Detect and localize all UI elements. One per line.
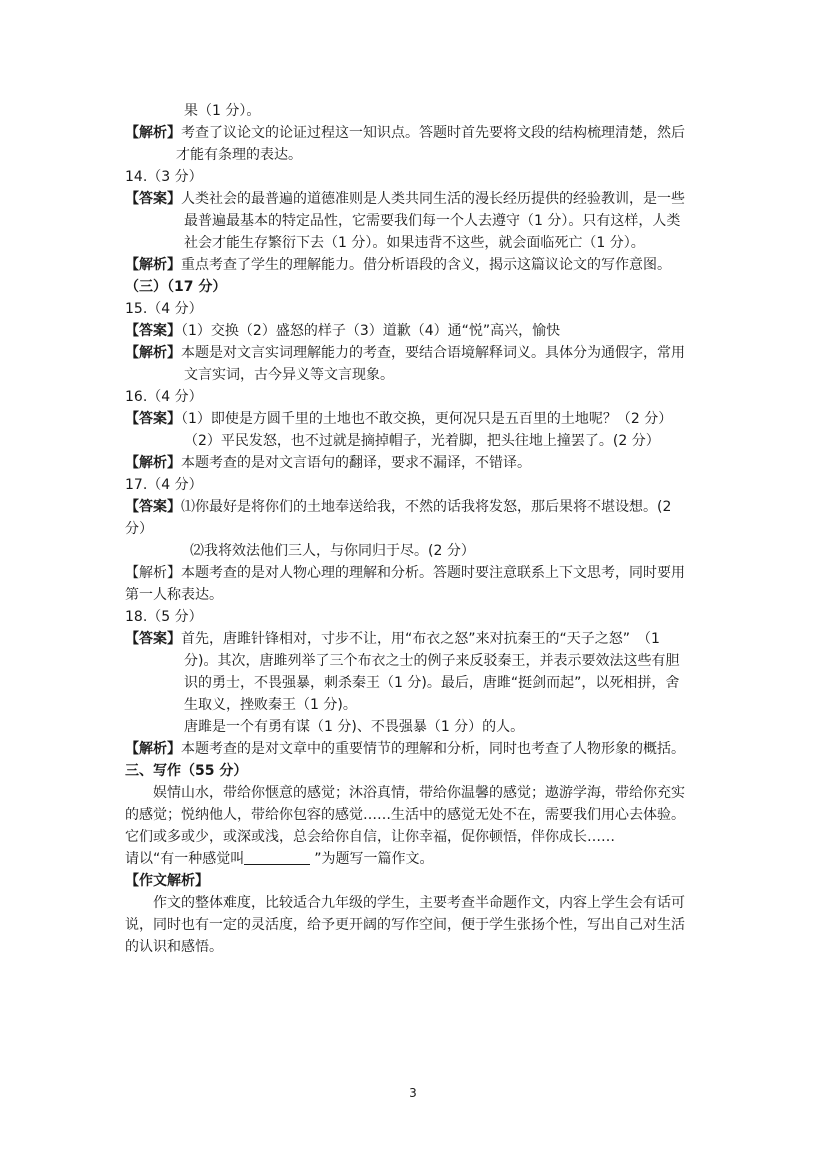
q18-answer-cont-4: 唐雎是一个有勇有谋（1 分)、不畏强暴（1 分）的人。 — [184, 719, 525, 735]
answer-label: 【答案】 — [125, 499, 181, 515]
q18-answer-cont-2: 识的勇士，不畏强暴，刺杀秦王（1 分)。最后，唐雎“挺剑而起”，以死相拼，舍 — [184, 675, 680, 691]
q13-analysis-text: 考查了议论文的论证过程这一知识点。答题时首先要将文段的结构梳理清楚，然后 — [181, 125, 685, 141]
q14-answer-text: 人类社会的最普遍的道德准则是人类共同生活的漫长经历提供的经验教训，是一些 — [181, 191, 685, 207]
analysis-label: 【解析】 — [125, 257, 181, 273]
analysis-label: 【解析】 — [125, 741, 181, 757]
essay-analysis-line-1: 作文的整体难度，比较适合九年级的学生，主要考查半命题作文，内容上学生会有话可 — [153, 895, 685, 911]
q18-answer-cont-1: 分)。其次，唐雎列举了三个布衣之士的例子来反驳秦王，并表示要效法这些有胆 — [184, 653, 680, 669]
analysis-label: 【解析】 — [125, 125, 181, 141]
q18-answer-text: 首先，唐雎针锋相对，寸步不让，用“布衣之怒”来对抗秦王的“天子之怒” （1 — [181, 631, 660, 647]
instruction-prefix: 请以“有一种感觉叫 — [125, 851, 245, 867]
q14-answer-cont-1: 最普遍最基本的特定品性，它需要我们每一个人去遵守（1 分）。只有这样，人类 — [184, 213, 681, 229]
q15-heading: 15.（4 分） — [125, 301, 203, 317]
q18-answer-line — [125, 628, 660, 650]
q18-analysis-line — [125, 738, 685, 760]
title-blank-line — [244, 850, 310, 865]
writing-prompt-para-2: 的感觉；悦纳他人，带给你包容的感觉……生活中的感觉无处不在，需要我们用心去体验。 — [125, 807, 685, 823]
instruction-suffix: ”为题写一篇作文。 — [314, 851, 434, 867]
q13-answer-tail: 果（1 分）。 — [184, 103, 261, 119]
analysis-label: 【解析】 — [125, 455, 181, 471]
section-3-heading: （三）（17 分） — [125, 279, 227, 295]
analysis-label: 【解析】 — [125, 565, 181, 581]
answer-label: 【答案】 — [125, 323, 181, 339]
analysis-label: 【解析】 — [125, 345, 181, 361]
essay-analysis-line-3: 的认识和感悟。 — [125, 939, 223, 955]
q13-analysis-line — [125, 122, 685, 144]
q14-answer-cont-2: 社会才能生存繁衍下去（1 分）。如果违背不这些，就会面临死亡（1 分）。 — [184, 235, 645, 251]
q17-heading: 17.（4 分） — [125, 477, 203, 493]
page-number: 3 — [409, 1086, 417, 1100]
essay-analysis-line-2: 说，同时也有一定的灵活度，给予更开阔的写作空间，便于学生张扬个性，写出自己对生活 — [125, 917, 685, 933]
q17-answer-text: ⑴你最好是将你们的土地奉送给我，不然的话我将发怒，那后果将不堪设想。(2 — [181, 499, 672, 515]
answer-label: 【答案】 — [125, 411, 181, 427]
q15-analysis-cont: 文言实词，古今异义等文言现象。 — [184, 367, 394, 383]
q16-heading: 16.（4 分） — [125, 389, 203, 405]
q14-heading: 14.（3 分） — [125, 169, 203, 185]
q17-answer-2: ⑵我将效法他们三人，与你同归于尽。(2 分） — [190, 543, 475, 559]
q13-analysis-cont: 才能有条理的表达。 — [176, 147, 302, 163]
q15-answer-text: （1）交换（2）盛怒的样子（3）道歉（4）通“悦”高兴，愉快 — [181, 323, 561, 339]
q14-answer-line — [125, 188, 685, 210]
answer-label: 【答案】 — [125, 191, 181, 207]
q17-analysis-cont: 第一人称表达。 — [125, 587, 223, 603]
q18-analysis-text: 本题考查的是对文章中的重要情节的理解和分析，同时也考查了人物形象的概括。 — [181, 741, 685, 757]
q14-analysis-text: 重点考查了学生的理解能力。借分析语段的含义，揭示这篇议论文的写作意图。 — [181, 257, 671, 273]
q16-answer-text: （1）即使是方圆千里的土地也不敢交换，更何况只是五百里的土地呢？（2 分） — [181, 411, 673, 427]
writing-prompt-para-1: 娱情山水，带给你惬意的感觉；沐浴真情，带给你温馨的感觉；遨游学海，带给你充实 — [153, 785, 685, 801]
q15-analysis-line — [125, 342, 685, 364]
q17-answer-line — [125, 496, 671, 518]
q16-analysis-text: 本题考查的是对文言语句的翻译，要求不漏译，不错译。 — [181, 455, 531, 471]
writing-title-instruction — [125, 848, 434, 870]
q17-analysis-text: 本题考查的是对人物心理的理解和分析。答题时要注意联系上下文思考，同时要用 — [181, 565, 685, 581]
q15-answer-line — [125, 320, 560, 342]
q16-answer-line — [125, 408, 672, 430]
q17-analysis-line — [125, 562, 685, 584]
q17-answer-wrap: 分） — [125, 521, 153, 537]
answer-label: 【答案】 — [125, 631, 181, 647]
essay-analysis-label: 【作文解析】 — [125, 873, 209, 889]
q18-answer-cont-3: 生取义，挫败秦王（1 分)。 — [184, 697, 357, 713]
q16-analysis-line — [125, 452, 531, 474]
writing-prompt-para-3: 它们或多或少，或深或浅，总会给你自信，让你幸福，促你顿悟，伴你成长…… — [125, 829, 615, 845]
q18-heading: 18.（5 分） — [125, 609, 203, 625]
writing-heading: 三、写作（55 分） — [125, 763, 248, 779]
q14-analysis-line — [125, 254, 671, 276]
q15-analysis-text: 本题是对文言实词理解能力的考查，要结合语境解释词义。具体分为通假字，常用 — [181, 345, 685, 361]
q16-answer-cont: （2）平民发怒，也不过就是摘掉帽子，光着脚，把头往地上撞罢了。(2 分） — [184, 433, 660, 449]
